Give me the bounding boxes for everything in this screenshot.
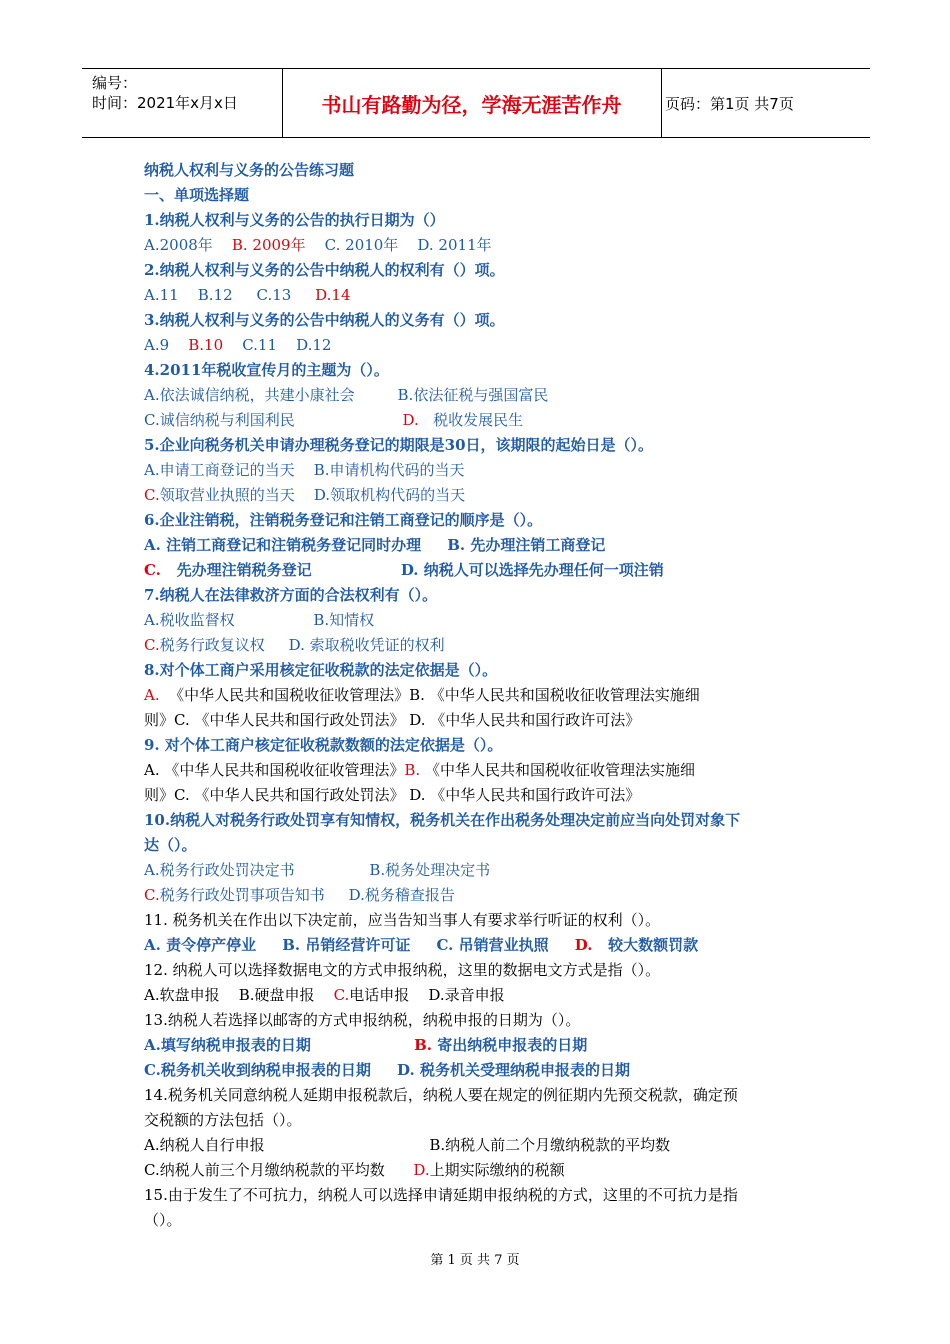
question-15-line2: （）。 xyxy=(144,1211,182,1229)
option-c-letter: C. xyxy=(333,986,350,1004)
option-d: 税收发展民生 xyxy=(433,411,524,429)
option-d-letter: D. xyxy=(574,936,593,954)
question-15-line1: 15.由于发生了不可抗力，纳税人可以选择申请延期申报纳税的方式，这里的不可抗力是指 xyxy=(144,1186,738,1204)
option-c: C. 吊销营业执照 xyxy=(436,936,549,954)
options-5-ab xyxy=(144,458,810,483)
option-c: C.税务机关收到纳税申报表的日期 xyxy=(144,1061,371,1079)
document-body xyxy=(144,158,810,1233)
option-c-letter: C. xyxy=(144,636,160,654)
header-motto: 书山有路勤为径，学海无涯苦作舟 xyxy=(321,92,622,117)
option-c: C.诚信纳税与利国利民 xyxy=(144,411,295,429)
question-14-line2: 交税额的方法包括（）。 xyxy=(144,1111,302,1129)
option-a: A. 《中华人民共和国税收征收管理法》 xyxy=(144,761,405,779)
question-11: 11. 税务机关在作出以下决定前，应当告知当事人有要求举行听证的权利（）。 xyxy=(144,911,661,929)
option-c-letter: C. xyxy=(144,886,160,904)
option-a: A.填写纳税申报表的日期 xyxy=(144,1036,311,1054)
options-1 xyxy=(144,233,810,258)
question-12: 12. 纳税人可以选择数据电文的方式申报纳税，这里的数据电文方式是指（）。 xyxy=(144,961,661,979)
options-4-cd xyxy=(144,408,810,433)
options-11 xyxy=(144,933,810,958)
header-meta xyxy=(92,73,238,113)
option-a-letter: A. xyxy=(144,686,160,704)
option-a: A.11 xyxy=(144,286,179,304)
option-b: B.知情权 xyxy=(313,611,375,629)
options-8-line1 xyxy=(144,683,810,708)
header-page-info: 页码：第1页 共7页 xyxy=(665,94,794,113)
question-10-line2: 达（）。 xyxy=(144,836,197,854)
option-d: D.税务稽查报告 xyxy=(348,886,455,904)
option-c: 电话申报 xyxy=(349,986,410,1004)
options-3 xyxy=(144,333,810,358)
option-d: D.领取机构代码的当天 xyxy=(313,486,466,504)
option-d: 较大数额罚款 xyxy=(608,936,699,954)
option-d: D. 税务机关受理纳税申报表的日期 xyxy=(397,1061,630,1079)
option-d: D.录音申报 xyxy=(428,986,505,1004)
option-b: B.依法征税与强国富民 xyxy=(397,386,549,404)
options-4-ab xyxy=(144,383,810,408)
option-a: A.纳税人自行申报 xyxy=(144,1136,265,1154)
options-9-line1 xyxy=(144,758,810,783)
option-d: D.12 xyxy=(296,336,332,354)
section-heading: 一、单项选择题 xyxy=(144,186,250,204)
option-c: 先办理注销税务登记 xyxy=(176,561,312,579)
options-10-ab xyxy=(144,858,810,883)
option-b: B.税务处理决定书 xyxy=(369,861,491,879)
option-b: B.硬盘申报 xyxy=(238,986,315,1004)
option-d: 上期实际缴纳的税额 xyxy=(429,1161,565,1179)
option-d-answer: D.14 xyxy=(315,286,351,304)
option-b: 寄出纳税申报表的日期 xyxy=(437,1036,588,1054)
option-c: C.13 xyxy=(256,286,292,304)
option-a: A.9 xyxy=(144,336,170,354)
option-b: 《中华人民共和国税收征收管理法实施细 xyxy=(420,761,695,779)
option-d: D. 索取税收凭证的权利 xyxy=(288,636,445,654)
question-5: 5.企业向税务机关申请办理税务登记的期限是30日，该期限的起始日是（）。 xyxy=(144,436,654,454)
option-d: D. 2011年 xyxy=(417,236,492,254)
option-c: 税务行政处罚事项告知书 xyxy=(159,886,325,904)
option-c: C.纳税人前三个月缴纳税款的平均数 xyxy=(144,1161,385,1179)
question-9: 9. 对个体工商户核定征收税款数额的法定依据是（）。 xyxy=(144,736,503,754)
options-2 xyxy=(144,283,810,308)
question-3: 3.纳税人权利与义务的公告中纳税人的义务有（）项。 xyxy=(144,311,505,329)
option-a: A.软盘申报 xyxy=(144,986,220,1004)
options-8-text: 《中华人民共和国税收征收管理法》B. 《中华人民共和国税收征收管理法实施细 xyxy=(169,686,700,704)
options-7-cd xyxy=(144,633,810,658)
option-b: B.纳税人前二个月缴纳税款的平均数 xyxy=(429,1136,671,1154)
page-header xyxy=(82,68,870,138)
option-c-letter: C. xyxy=(144,486,160,504)
question-14-line1: 14.税务机关同意纳税人延期申报税款后，纳税人要在规定的例征期内先预交税款，确定预 xyxy=(144,1086,738,1104)
options-9-line2: 则》C. 《中华人民共和国行政处罚法》 D. 《中华人民共和国行政许可法》 xyxy=(144,786,641,804)
option-d-letter: D. xyxy=(402,411,419,429)
doc-title: 纳税人权利与义务的公告练习题 xyxy=(144,161,355,179)
options-7-ab xyxy=(144,608,810,633)
question-8: 8.对个体工商户采用核定征收税款的法定依据是（）。 xyxy=(144,661,498,679)
option-a: A.税收监督权 xyxy=(144,611,235,629)
option-c: 税务行政复议权 xyxy=(159,636,265,654)
options-14-cd xyxy=(144,1158,810,1183)
option-b: B.12 xyxy=(197,286,233,304)
options-5-cd xyxy=(144,483,810,508)
option-b: B.申请机构代码的当天 xyxy=(313,461,465,479)
option-b-answer: B. 2009年 xyxy=(231,236,306,254)
question-4: 4.2011年税收宣传月的主题为（）。 xyxy=(144,361,389,379)
option-c-letter: C. xyxy=(144,561,161,579)
options-12 xyxy=(144,983,810,1008)
question-7: 7.纳税人在法律救济方面的合法权利有（）。 xyxy=(144,586,438,604)
option-b-letter: B. xyxy=(404,761,421,779)
option-b-letter: B. xyxy=(414,1036,433,1054)
option-c: C.11 xyxy=(242,336,278,354)
page-footer: 第 1 页 共 7 页 xyxy=(430,1253,520,1268)
option-a: A.税务行政处罚决定书 xyxy=(144,861,295,879)
question-6: 6.企业注销税，注销税务登记和注销工商登记的顺序是（）。 xyxy=(144,511,543,529)
option-d: D. 纳税人可以选择先办理任何一项注销 xyxy=(400,561,664,579)
option-d-letter: D. xyxy=(413,1161,430,1179)
question-13: 13.纳税人若选择以邮寄的方式申报纳税，纳税申报的日期为（）。 xyxy=(144,1011,581,1029)
options-6-cd xyxy=(144,558,810,583)
options-14-ab xyxy=(144,1133,810,1158)
option-a: A. 责令停产停业 xyxy=(144,936,257,954)
option-a: A.依法诚信纳税，共建小康社会 xyxy=(144,386,355,404)
options-6-ab xyxy=(144,533,810,558)
option-a: A.申请工商登记的当天 xyxy=(144,461,295,479)
option-a: A. 注销工商登记和注销税务登记同时办理 xyxy=(144,536,422,554)
code-label: 编号： xyxy=(92,74,138,92)
date-line: 时间：2021年x月x日 xyxy=(92,94,238,112)
option-b: B. 先办理注销工商登记 xyxy=(447,536,606,554)
question-2: 2.纳税人权利与义务的公告中纳税人的权利有（）项。 xyxy=(144,261,505,279)
header-divider xyxy=(661,69,662,137)
option-c: C. 2010年 xyxy=(324,236,399,254)
options-8-line2: 则》C. 《中华人民共和国行政处罚法》 D. 《中华人民共和国行政许可法》 xyxy=(144,711,641,729)
question-1: 1.纳税人权利与义务的公告的执行日期为（） xyxy=(144,211,445,229)
option-b-answer: B.10 xyxy=(188,336,224,354)
option-c: 领取营业执照的当天 xyxy=(159,486,295,504)
options-10-cd xyxy=(144,883,810,908)
options-13-ab xyxy=(144,1033,810,1058)
option-a: A.2008年 xyxy=(144,236,213,254)
option-b: B. 吊销经营许可证 xyxy=(282,936,411,954)
question-10-line1: 10.纳税人对税务行政处罚享有知情权，税务机关在作出税务处理决定前应当向处罚对象下 xyxy=(144,811,741,829)
options-13-cd xyxy=(144,1058,810,1083)
